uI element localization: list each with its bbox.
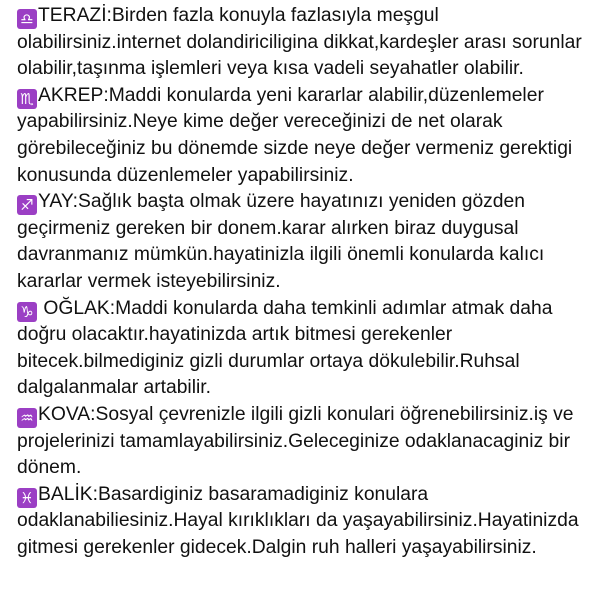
horoscope-text [17,3,595,561]
entry-libra [17,3,595,83]
horoscope-description: Sağlık başta olmak üzere hayatınızı yeniden gözden geçirmeniz gereken bir donem.karar alırken biraz duygusal davranmanız mümkün.hayatinizla ilgili önemli konularda kalıcı kararlar vermek isteyebilirsiniz. [17,191,545,292]
sagittarius-icon: ♐ [17,195,37,215]
libra-icon: ♎ [17,9,37,29]
sign-name: AKREP: [38,84,109,106]
sign-name: TERAZİ: [38,5,112,26]
entry-capricorn [17,296,595,402]
aquarius-icon: ♒ [17,408,37,428]
entry-aquarius [17,402,595,482]
sign-name: OĞLAK: [38,297,116,319]
entry-pisces [17,482,595,562]
sign-name: YAY: [38,191,79,213]
entry-sagittarius [17,189,595,295]
horoscope-description: Basardiginiz basaramadiginiz konulara odaklanabiliesiniz.Hayal kırıklıkları da yaşayabilirsiniz.Hayatinizda gitmesi gerekenler gidecek.Dalgin ruh halleri yaşayabilirsiniz. [17,483,579,558]
entry-scorpio [17,83,595,189]
capricorn-icon: ♑ [17,302,37,322]
horoscope-description: Birden fazla konuyla fazlasıyla meşgul olabilirsiniz.internet dolandiriciligina dikkat,kardeşler arası sorunlar olabilir,taşınma işlemleri veya kısa vadeli seyahatler olabilir. [17,5,582,80]
sign-name: BALİK: [38,483,99,505]
scorpio-icon: ♏ [17,89,37,109]
horoscope-description: Sosyal çevrenizle ilgili gizli konulari öğrenebilirsiniz.iş ve projelerinizi tamamlayabilirsiniz.Geleceginize odaklanacaginiz bir dönem. [17,403,574,479]
sign-name: KOVA: [38,403,96,425]
pisces-icon: ♓ [17,488,37,508]
horoscope-description: Maddi konularda daha temkinli adımlar atmak daha doğru olacaktır.hayatinizda artık bitmesi gerekenler bitecek.bilmediginiz gizli durumlar ortaya dökulebilir.Ruhsal dalgalanmalar artabilir. [17,297,553,399]
horoscope-description: Maddi konularda yeni kararlar alabilir,düzenlemeler yapabilirsiniz.Neye kime değer vereceğinizi de net olarak görebileceğiniz bu dönemde sizde neye değer vermeniz gerektigi konusunda düzenlemeler yapabilirsiniz. [17,84,573,186]
